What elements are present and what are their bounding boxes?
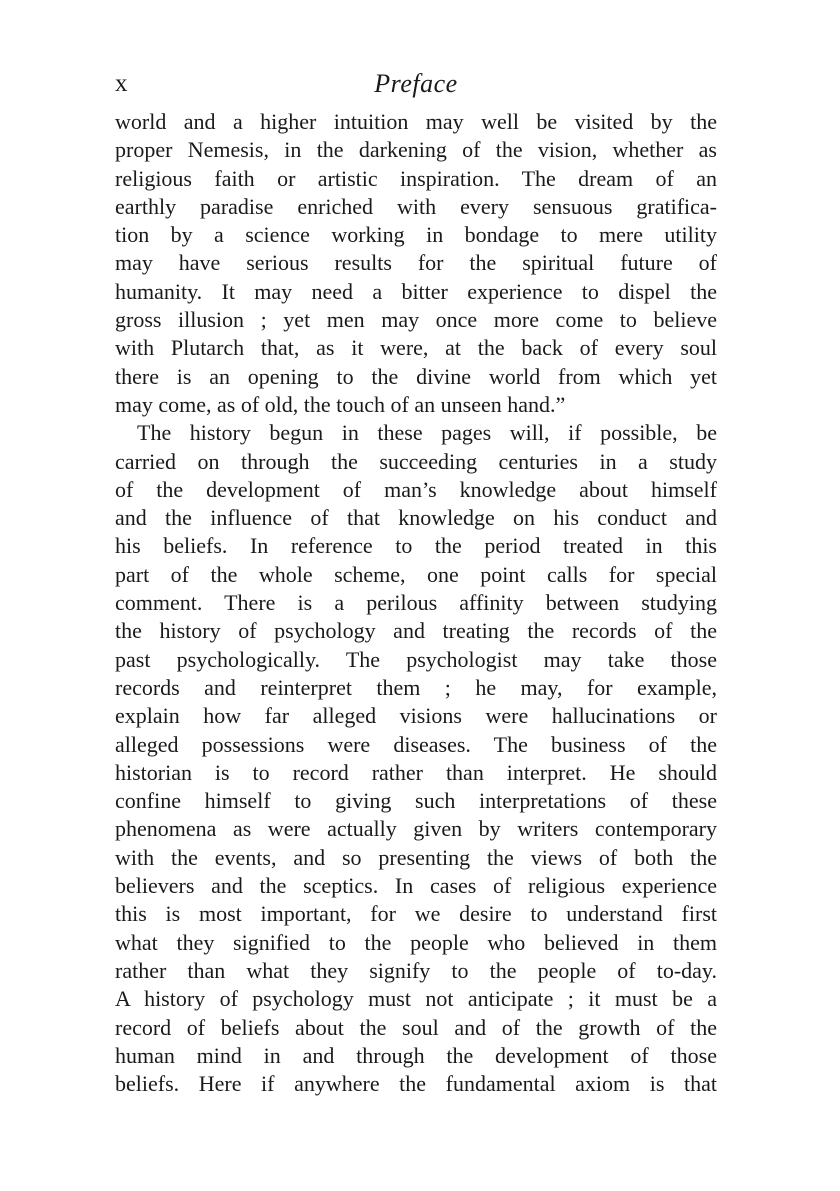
body-text xyxy=(115,108,717,1098)
text-line: with the events, and so presenting the views of both the xyxy=(115,844,717,870)
text-line: religious faith or artistic inspiration. The dream of an xyxy=(115,165,717,191)
text-line: proper Nemesis, in the darkening of the vision, whether as xyxy=(115,137,717,163)
text-line: records and reinterpret them ; he may, for example, xyxy=(115,674,717,700)
text-line: human mind in and through the development of those xyxy=(115,1042,717,1068)
text-line: confine himself to giving such interpretations of these xyxy=(115,788,717,814)
text-line: historian is to record rather than interpret. He should xyxy=(115,759,717,785)
text-line: explain how far alleged visions were hallucinations or xyxy=(115,703,717,729)
text-line: believers and the sceptics. In cases of religious experience xyxy=(115,873,717,899)
text-line: what they signified to the people who believed in them xyxy=(115,929,717,955)
text-line: past psychologically. The psychologist may take those xyxy=(115,646,717,672)
page-header xyxy=(115,66,717,102)
text-line: comment. There is a perilous affinity between studying xyxy=(115,590,717,616)
text-line: his beliefs. In reference to the period treated in this xyxy=(115,533,717,559)
text-line: gross illusion ; yet men may once more come to believe xyxy=(115,307,717,333)
text-line: record of beliefs about the soul and of the growth of the xyxy=(115,1014,717,1040)
text-line: rather than what they signify to the people of to-day. xyxy=(115,957,717,983)
text-line: The history begun in these pages will, if possible, be xyxy=(137,420,717,446)
text-line: carried on through the succeeding centuries in a study xyxy=(115,448,717,474)
text-line: beliefs. Here if anywhere the fundamental axiom is that xyxy=(115,1071,717,1097)
page-number: x xyxy=(115,70,128,97)
text-line: phenomena as were actually given by writers contemporary xyxy=(115,816,717,842)
text-line: humanity. It may need a bitter experience to dispel the xyxy=(115,278,717,304)
text-line: A history of psychology must not anticipate ; it must be a xyxy=(115,986,717,1012)
text-line: alleged possessions were diseases. The business of the xyxy=(115,731,717,757)
text-line: the history of psychology and treating the records of the xyxy=(115,618,717,644)
text-line: may have serious results for the spiritual future of xyxy=(115,250,717,276)
text-line: with Plutarch that, as it were, at the back of every soul xyxy=(115,335,717,361)
running-head: Preface xyxy=(374,69,458,98)
text-line: may come, as of old, the touch of an unseen hand.” xyxy=(115,391,566,417)
text-line: there is an opening to the divine world from which yet xyxy=(115,363,717,389)
text-line: of the development of man’s knowledge about himself xyxy=(115,476,717,502)
text-line: world and a higher intuition may well be visited by the xyxy=(115,109,717,134)
text-line: this is most important, for we desire to understand first xyxy=(115,901,717,927)
text-line: tion by a science working in bondage to mere utility xyxy=(115,222,717,248)
text-line: and the influence of that knowledge on his conduct and xyxy=(115,505,717,531)
text-line: earthly paradise enriched with every sensuous gratifica- xyxy=(115,193,717,219)
text-line: part of the whole scheme, one point calls for special xyxy=(115,561,717,587)
